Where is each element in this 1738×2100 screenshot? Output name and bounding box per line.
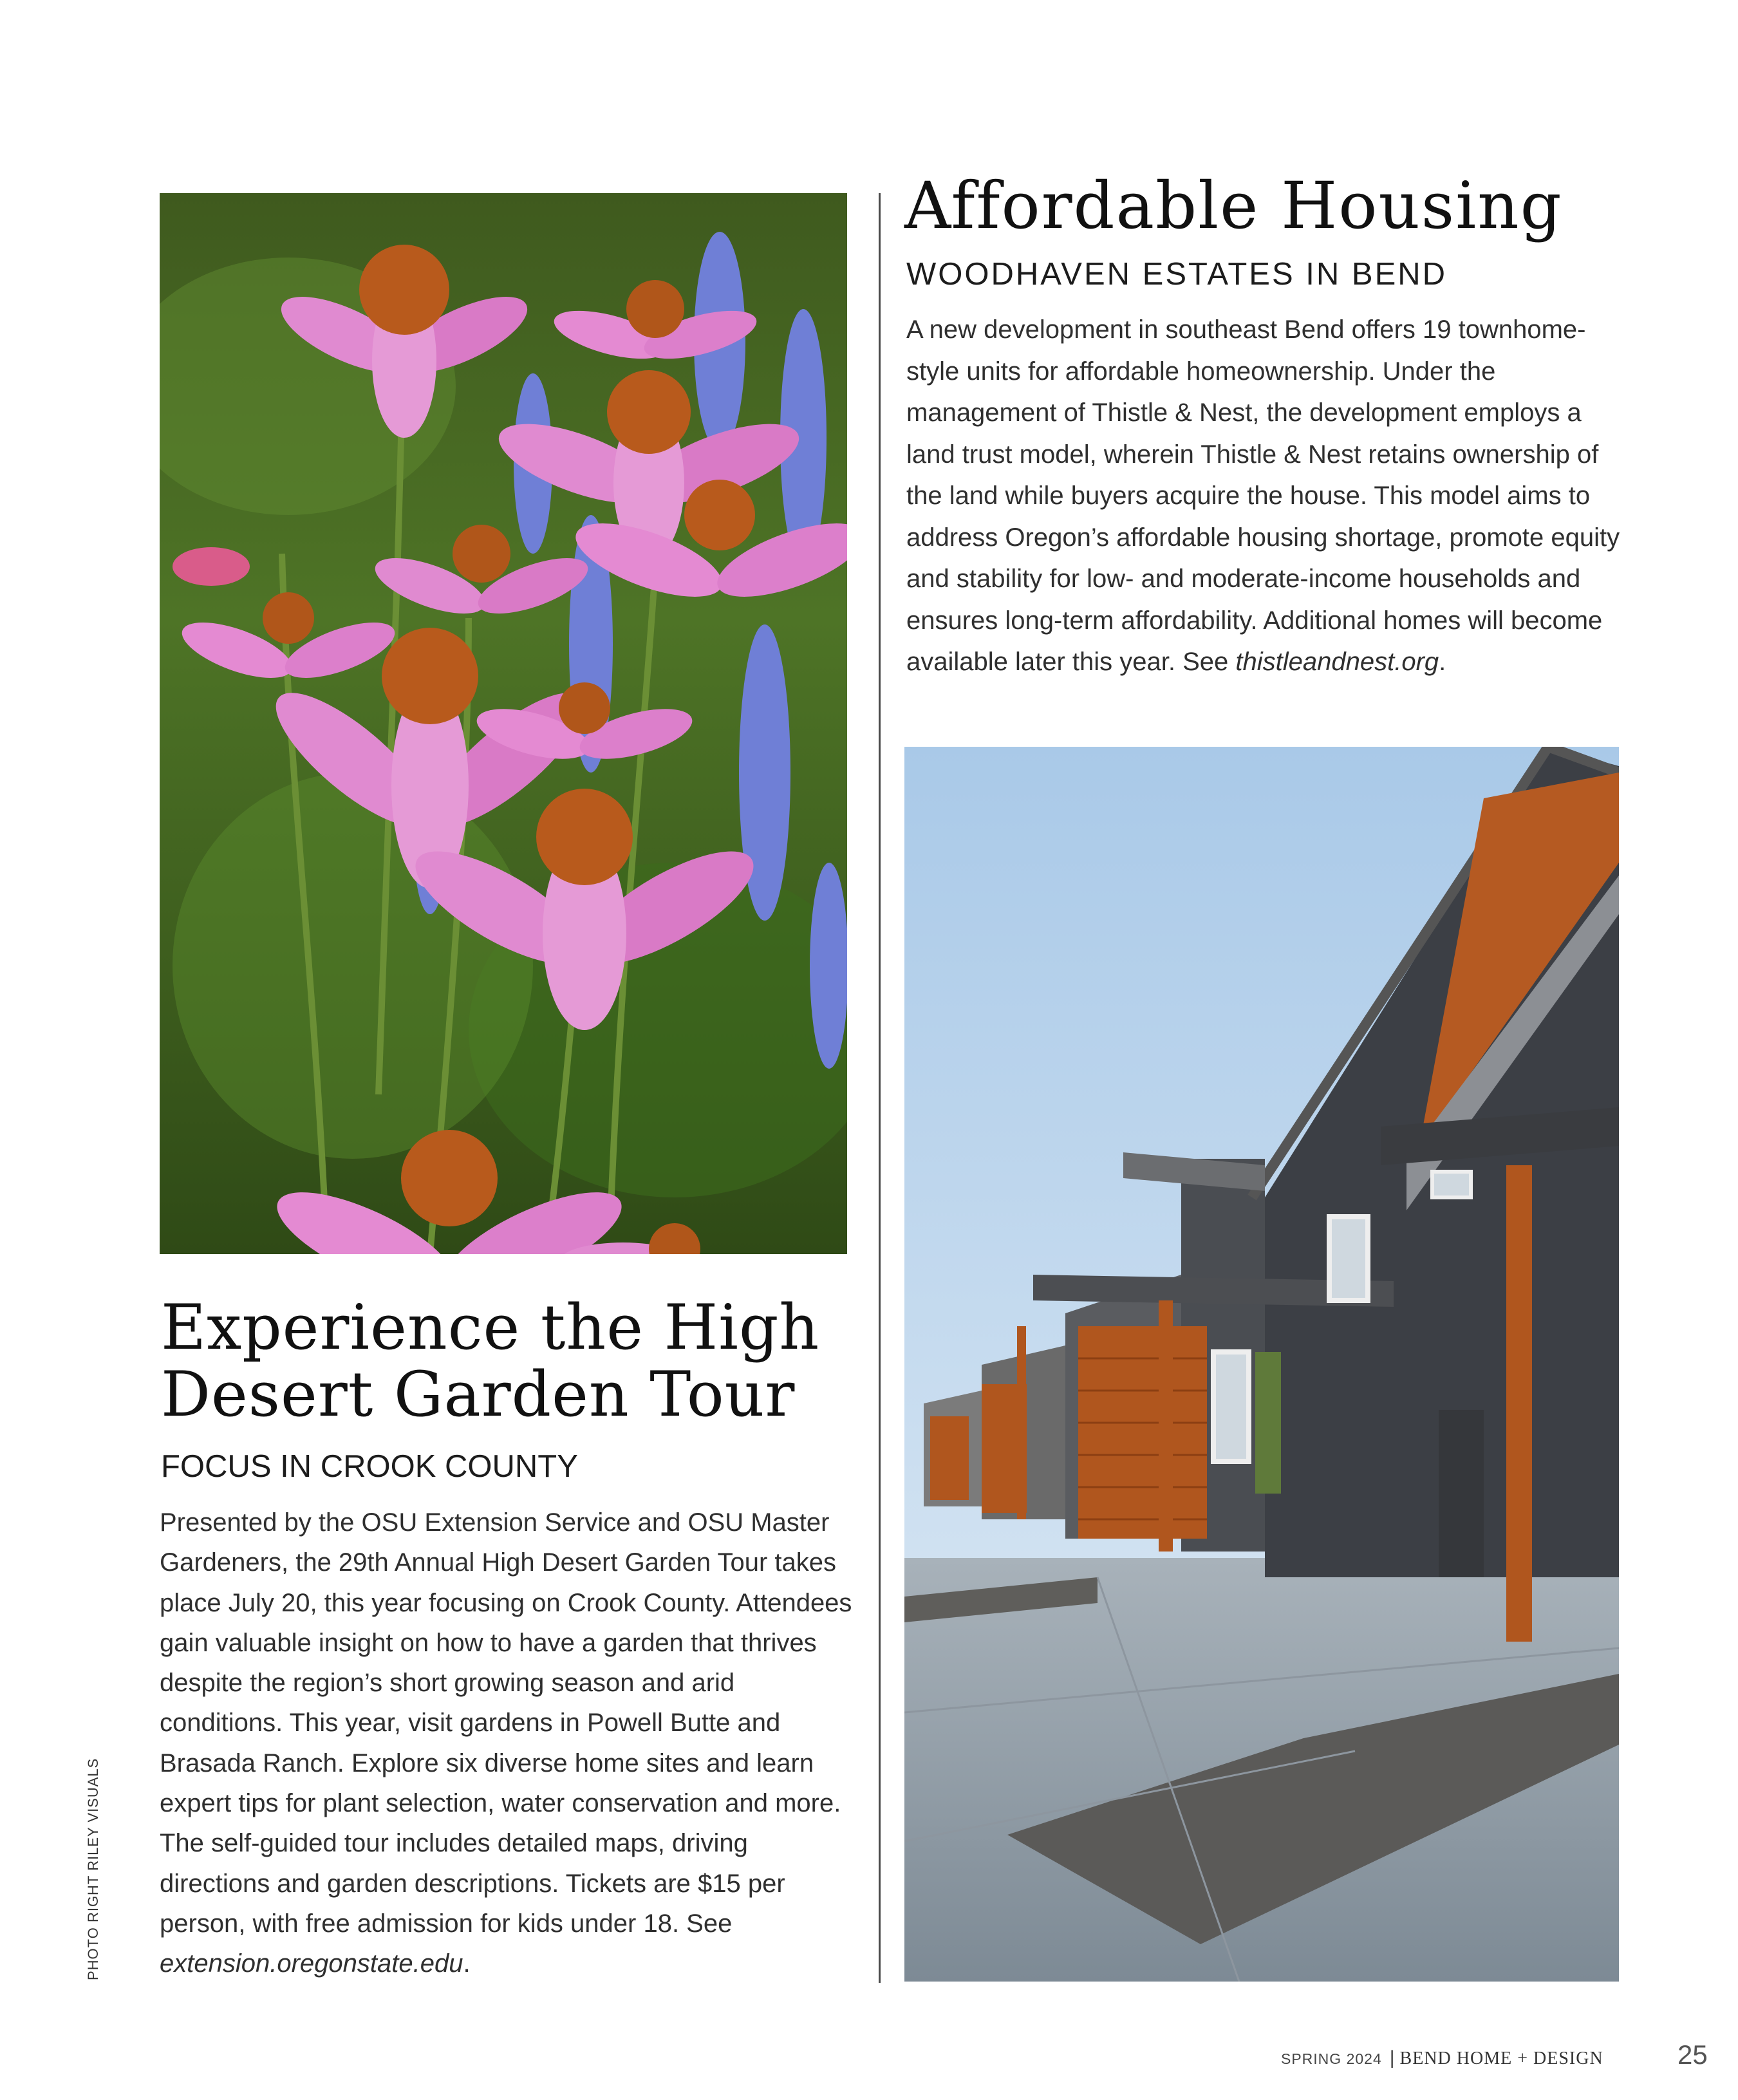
coneflower-photo: [160, 193, 847, 1254]
footer-magazine-name: BEND HOME + DESIGN: [1399, 2048, 1603, 2068]
housing-body-text: A new development in southeast Bend offers 19 townhome-style units for affordable homeownership. Under the management of Thistle & Nest, the development employs a land trust model, wherein Thistle & Nest retains ownership of the land while buyers acquire the house. This model aims to address Oregon’s affordable housing shortage, promote equity and stability for low- and moderate-income households and ensures long-term affordability. Additional homes will become available later this year. See: [906, 315, 1620, 676]
garden-article-subtitle: FOCUS IN CROOK COUNTY: [161, 1449, 578, 1484]
housing-website-link[interactable]: thistleandnest.org: [1235, 648, 1439, 676]
garden-article-title: Experience the High Desert Garden Tour: [161, 1291, 820, 1430]
garden-website-link[interactable]: extension.oregonstate.edu: [160, 1949, 463, 1978]
housing-body-end: .: [1439, 648, 1446, 676]
page-footer: [1281, 2047, 1603, 2073]
garden-body-text: Presented by the OSU Extension Service and OSU Master Gardeners, the 29th Annual High Desert Garden Tour takes place July 20, this year focusing on Crook County. Attendees gain valuable insight on how to have a garden that thrives despite the region’s short growing season and arid conditions. This year, visit gardens in Powell Butte and Brasada Ranch. Explore six diverse home sites and learn expert tips for plant selection, water conservation and more. The self-guided tour includes detailed maps, driving directions and garden descriptions. Tickets are $15 per person, with free admission for kids under 18. See: [160, 1508, 852, 1938]
housing-article-subtitle: WOODHAVEN ESTATES IN BEND: [906, 257, 1448, 292]
townhomes-photo: [904, 747, 1619, 1982]
housing-article-body: [906, 309, 1627, 683]
photo-credit: PHOTO RIGHT RILEY VISUALS: [85, 1758, 101, 1980]
column-divider: [879, 193, 881, 1983]
footer-issue-date: SPRING 2024: [1281, 2050, 1382, 2067]
garden-body-end: .: [463, 1949, 471, 1978]
housing-article-title: Affordable Housing: [904, 168, 1563, 243]
garden-article-body: [160, 1503, 855, 1984]
townhomes-illustration: [904, 747, 1619, 1982]
footer-separator: |: [1389, 2047, 1395, 2068]
coneflower-illustration: [160, 193, 847, 1254]
page-number: 25: [1677, 2039, 1708, 2070]
